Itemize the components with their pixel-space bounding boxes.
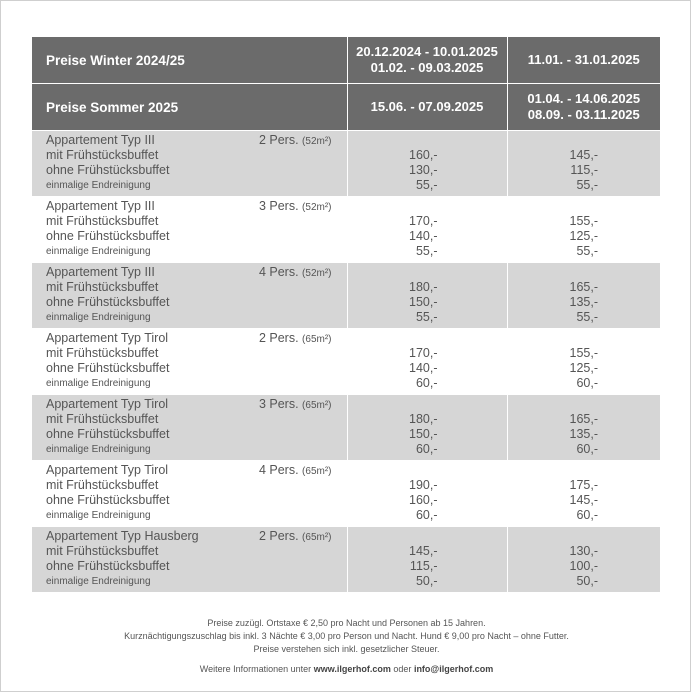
apartment-description: [32, 461, 347, 527]
price-without-breakfast: 130,-: [409, 163, 438, 177]
price-cell-period-2: [507, 263, 660, 329]
price-without-breakfast: 100,-: [569, 559, 598, 573]
with-breakfast-label: mit Frühstücksbuffet: [46, 214, 159, 228]
price-with-breakfast: 175,-: [569, 478, 598, 492]
price-with-breakfast: 190,-: [409, 478, 438, 492]
apartment-description: [32, 395, 347, 461]
without-breakfast-label: ohne Frühstücksbuffet: [46, 163, 170, 177]
apartment-name: Appartement Typ III: [46, 265, 155, 279]
occupancy: 2 Pers. (65m²): [258, 331, 332, 345]
footer-contact: [1, 663, 691, 676]
apartment-name: Appartement Typ III: [46, 133, 155, 147]
apartment-size: (65m²): [302, 334, 332, 345]
price-with-breakfast: 170,-: [409, 346, 438, 360]
without-breakfast-label: ohne Frühstücksbuffet: [46, 295, 170, 309]
price-cleaning: 55,-: [576, 178, 598, 192]
price-with-breakfast: 160,-: [409, 148, 438, 162]
price-cell-period-1: [347, 395, 507, 461]
cleaning-label: einmalige Endreinigung: [46, 444, 151, 455]
price-cell-period-1: [347, 197, 507, 263]
price-cell-period-1: [347, 461, 507, 527]
price-cleaning: 60,-: [576, 376, 598, 390]
with-breakfast-label: mit Frühstücksbuffet: [46, 412, 159, 426]
table-row: [32, 263, 660, 329]
apartment-size: (65m²): [302, 400, 332, 411]
price-with-breakfast: 165,-: [569, 412, 598, 426]
price-without-breakfast: 115,-: [409, 559, 438, 573]
apartment-name: Appartement Typ Tirol: [46, 397, 169, 411]
price-cleaning: 55,-: [415, 244, 438, 258]
with-breakfast-label: mit Frühstücksbuffet: [46, 478, 159, 492]
price-with-breakfast: 180,-: [409, 412, 438, 426]
apartment-size: (52m²): [302, 136, 332, 147]
summer-season-label: Preise Sommer 2025: [32, 84, 347, 131]
winter-header-row: [32, 37, 660, 84]
table-row: [32, 527, 660, 593]
price-cell-period-2: [507, 527, 660, 593]
with-breakfast-label: mit Frühstücksbuffet: [46, 544, 159, 558]
winter-period-2: 11.01. - 31.01.2025: [507, 37, 660, 84]
website-link[interactable]: www.ilgerhof.com: [313, 664, 391, 674]
cleaning-label: einmalige Endreinigung: [46, 510, 151, 521]
footer-note-tax: Preise zuzügl. Ortstaxe € 2,50 pro Nacht und Personen ab 15 Jahren.: [207, 618, 486, 628]
summer-period-1: 15.06. - 07.09.2025: [347, 84, 507, 131]
with-breakfast-label: mit Frühstücksbuffet: [46, 346, 159, 360]
footer-info-prefix: Weitere Informationen unter: [199, 664, 312, 674]
price-with-breakfast: 170,-: [409, 214, 438, 228]
price-with-breakfast: 155,-: [569, 346, 598, 360]
apartment-description: [32, 527, 347, 593]
price-without-breakfast: 125,-: [569, 361, 598, 375]
summer-header-row: [32, 84, 660, 131]
price-cleaning: 60,-: [415, 508, 438, 522]
price-cell-period-2: [507, 197, 660, 263]
price-cleaning: 60,-: [576, 442, 598, 456]
apartment-description: [32, 131, 347, 197]
apartment-size: (65m²): [302, 466, 332, 477]
table-row: [32, 329, 660, 395]
with-breakfast-label: mit Frühstücksbuffet: [46, 148, 159, 162]
cleaning-label: einmalige Endreinigung: [46, 180, 151, 191]
apartment-name: Appartement Typ Tirol: [46, 331, 169, 345]
price-cleaning: 60,-: [415, 442, 438, 456]
without-breakfast-label: ohne Frühstücksbuffet: [46, 361, 170, 375]
price-without-breakfast: 150,-: [409, 295, 438, 309]
price-cleaning: 55,-: [576, 244, 598, 258]
price-cell-period-1: [347, 329, 507, 395]
price-without-breakfast: 140,-: [409, 361, 438, 375]
table-row: [32, 131, 660, 197]
price-cleaning: 55,-: [415, 310, 438, 324]
winter-season-label: Preise Winter 2024/25: [32, 37, 347, 84]
footer-info-middle: oder: [393, 664, 412, 674]
apartment-name: Appartement Typ Hausberg: [46, 529, 199, 543]
table-row: [32, 197, 660, 263]
without-breakfast-label: ohne Frühstücksbuffet: [46, 493, 170, 507]
cleaning-label: einmalige Endreinigung: [46, 312, 151, 323]
price-without-breakfast: 115,-: [570, 163, 598, 177]
apartment-size: (52m²): [302, 202, 332, 213]
price-cell-period-1: [347, 263, 507, 329]
price-without-breakfast: 150,-: [409, 427, 438, 441]
footer-notes: [1, 617, 691, 656]
apartment-size: (65m²): [302, 532, 332, 543]
price-without-breakfast: 140,-: [409, 229, 438, 243]
table-row: [32, 461, 660, 527]
price-cell-period-2: [507, 461, 660, 527]
price-with-breakfast: 180,-: [409, 280, 438, 294]
price-without-breakfast: 135,-: [569, 427, 598, 441]
price-cell-period-2: [507, 395, 660, 461]
price-with-breakfast: 145,-: [569, 148, 598, 162]
price-cell-period-2: [507, 329, 660, 395]
occupancy: 3 Pers. (65m²): [258, 397, 332, 411]
apartment-description: [32, 197, 347, 263]
cleaning-label: einmalige Endreinigung: [46, 576, 151, 587]
price-cleaning: 60,-: [576, 508, 598, 522]
cleaning-label: einmalige Endreinigung: [46, 246, 151, 257]
apartment-size: (52m²): [302, 268, 332, 279]
price-with-breakfast: 155,-: [569, 214, 598, 228]
price-cleaning: 50,-: [415, 574, 438, 588]
price-cell-period-1: [347, 527, 507, 593]
without-breakfast-label: ohne Frühstücksbuffet: [46, 559, 170, 573]
price-with-breakfast: 165,-: [569, 280, 598, 294]
price-with-breakfast: 145,-: [409, 544, 438, 558]
occupancy: 2 Pers. (52m²): [258, 133, 332, 147]
email-link[interactable]: info@ilgerhof.com: [413, 664, 494, 674]
apartment-description: [32, 263, 347, 329]
occupancy: 3 Pers. (52m²): [258, 199, 332, 213]
price-with-breakfast: 130,-: [569, 544, 598, 558]
price-without-breakfast: 135,-: [569, 295, 598, 309]
footer-note-vat: Preise verstehen sich inkl. gesetzlicher Steuer.: [253, 644, 440, 654]
summer-period-2: 01.04. - 14.06.2025 08.09. - 03.11.2025: [507, 84, 660, 131]
price-cleaning: 55,-: [415, 178, 438, 192]
occupancy: 4 Pers. (65m²): [258, 463, 332, 477]
apartment-description: [32, 329, 347, 395]
occupancy: 2 Pers. (65m²): [258, 529, 332, 543]
price-without-breakfast: 145,-: [569, 493, 598, 507]
price-cell-period-2: [507, 131, 660, 197]
table-row: [32, 395, 660, 461]
without-breakfast-label: ohne Frühstücksbuffet: [46, 229, 170, 243]
apartment-name: Appartement Typ III: [46, 199, 155, 213]
occupancy: 4 Pers. (52m²): [258, 265, 332, 279]
price-cleaning: 50,-: [576, 574, 598, 588]
cleaning-label: einmalige Endreinigung: [46, 378, 151, 389]
price-table: [32, 37, 660, 593]
price-without-breakfast: 160,-: [409, 493, 438, 507]
price-cleaning: 60,-: [415, 376, 438, 390]
winter-period-1: 20.12.2024 - 10.01.2025 01.02. - 09.03.2025: [347, 37, 507, 84]
without-breakfast-label: ohne Frühstücksbuffet: [46, 427, 170, 441]
apartment-name: Appartement Typ Tirol: [46, 463, 169, 477]
price-without-breakfast: 125,-: [569, 229, 598, 243]
price-cleaning: 55,-: [576, 310, 598, 324]
price-cell-period-1: [347, 131, 507, 197]
footer-note-surcharge: Kurznächtigungszuschlag bis inkl. 3 Nächte € 3,00 pro Person und Nacht. Hund € 9,00 pro Nacht – ohne Futter.: [124, 631, 569, 641]
with-breakfast-label: mit Frühstücksbuffet: [46, 280, 159, 294]
